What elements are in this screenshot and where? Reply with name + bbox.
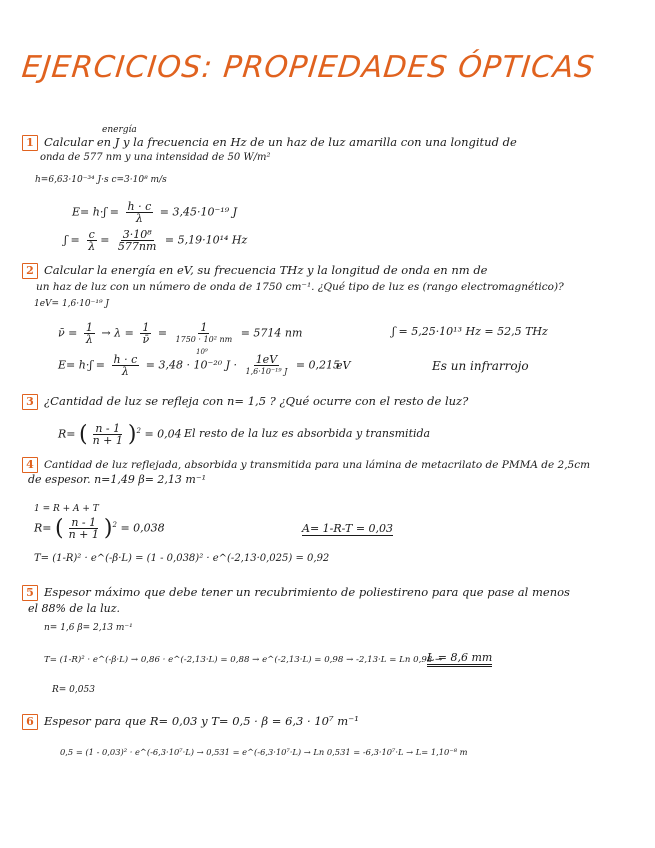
ex1-eq2-frac2 [116,229,159,252]
ex3-eq-lhs: R= [58,427,76,441]
ex5-result-value: L = 8,6 mm [427,651,492,667]
ex2-eq2-frac2 [244,354,290,377]
ex3-number: 3 [22,394,38,410]
ex2-eq2-rhs: = 0,215 [295,358,341,372]
ex5-statement [22,585,570,601]
ex4-transmit-equation: T= (1-R)² · e^(-β·L) = (1 - 0,038)² · e^(-2,13·0,025) = 0,92 [34,553,330,564]
ex1-eq2-lhs: ʃ = [64,233,80,247]
ex2-answer: Es un infrarrojo [432,359,529,373]
ex5-reflectance: R= 0,053 [52,685,95,695]
ex2-eq2-lhs: E= h·ʃ = [58,358,106,372]
ex1-eq1-fraction [126,201,154,224]
ex6-number: 6 [22,714,38,730]
ex1-annotation: energía [102,125,137,135]
ex1-eq1-num: h · c [127,200,152,213]
ex2-eq1-eq: = [157,326,168,340]
ex2-eq2-f1d: λ [121,365,129,378]
ex2-eq1-frac2 [140,322,151,345]
ex1-eq1-den: λ [135,212,143,225]
ex2-eq2-f2n: 1eV [255,353,278,366]
ex6-line1: Espesor para que R= 0,03 y T= 0,5 · β = 6,3 · 10⁷ m⁻¹ [44,714,359,728]
ex5-result [427,652,492,664]
ex1-eq2-f2d: 577nm [117,240,157,253]
ex5-equation: T= (1-R)² · e^(-β·L) → 0,86 · e^(-2,13·L) = 0,88 → e^(-2,13·L) = 0,98 → -2,13·L = Ln 0,98 → [44,655,443,665]
ex2-eq2-mid: = 3,48 · 10⁻²⁰ J · [145,358,237,372]
ex3-eq-fraction [91,423,125,446]
ex2-eq1-frac1 [84,322,95,345]
ex2-statement [22,263,488,279]
ex1-eq2-f1d: λ [88,240,96,253]
ex4-eq1-lhs: R= [34,521,52,535]
ex1-eq2-f2n: 3·10⁸ [122,228,152,241]
ex3-eq-rhs: = 0,04 [144,427,182,441]
ex2-eq2-frac1 [112,354,140,377]
ex1-line2: onda de 577 nm y una intensidad de 50 W/m² [40,152,271,163]
ex3-eq-den: n + 1 [92,434,123,447]
ex1-constants: h=6,63·10⁻³⁴ J·s c=3·10⁸ m/s [35,175,167,185]
ex3-eq-exp: 2 [136,426,141,435]
ex4-reflect-equation: R= ( $\frac{n - 1}{n + 1}$ )$^2$ = 0,038 [34,515,165,541]
ex2-eq1-f2d: ν̄ [142,333,150,346]
ex6-equation: 0,5 = (1 - 0,03)² · e^(-6,3·10⁷·L) → 0,531 = e^(-6,3·10⁷·L) → Ln 0,531 = -6,3·10⁷·L → L= 1,10⁻⁸ m [60,747,468,757]
ex2-eq1-rhs: = 5714 nm [240,326,303,340]
ex2-eq1-f1d: λ [85,333,93,346]
ex5-line2: el 88% de la luz. [28,602,120,615]
ex2-eq1-lhs: ν̄ = [58,326,78,340]
ex2-eq1-annotation: 10⁹ [196,348,208,356]
ex4-line2: de espesor. n=1,49 β= 2,13 m⁻¹ [28,473,207,486]
ex4-eq1-rhs: = 0,038 [120,521,165,535]
ex2-number: 2 [22,263,38,279]
ex6-statement [22,714,359,730]
ex2-line2: un haz de luz con un número de onda de 1750 cm⁻¹. ¿Qué tipo de luz es (rango electromagnético)? [36,281,564,293]
ex2-eq1-f3n: 1 [200,321,208,334]
ex1-frequency-equation: ʃ = $\frac{c}{\lambda}$ = $\frac{\text{3·10⁸}}{577nm}$ = 5,19·10¹⁴ Hz [64,228,248,253]
ex3-statement [22,394,468,410]
ex1-number: 1 [22,135,38,151]
ex1-energy-equation [72,201,237,224]
ex1-eq2-frac1 [86,229,97,252]
ex4-absorb-equation [302,523,393,535]
ex2-wavelength-equation [58,322,302,345]
ex4-eq1-den: n + 1 [68,528,99,541]
ex2-frequency: ʃ = 5,25·10¹³ Hz = 52,5 THz [392,325,548,338]
ex3-answer: El resto de la luz es absorbida y transmitida [184,427,431,440]
ex2-eq1-mid: → λ = [101,326,134,340]
ex4-statement [22,457,590,473]
ex2-energy-unit: eV [336,359,351,372]
ex2-eq2-f1n: h · c [113,353,138,366]
ex2-eq1-f3d: 1750 · 10² nm [175,335,233,344]
ex3-line1: ¿Cantidad de luz se refleja con n= 1,5 ? ¿Qué ocurre con el resto de luz? [44,394,469,408]
ex2-constants: 1eV= 1,6·10⁻¹⁹ J [34,299,110,309]
ex4-line1: Cantidad de luz reflejada, absorbida y transmitida para una lámina de metacrilato de PMMA de 2,5cm [44,459,591,471]
ex2-eq1-frac3 [174,322,235,345]
ex4-absorb-value: A= 1-R-T = 0,03 [302,522,394,535]
ex2-eq2-f2d: 1,6·10⁻¹⁹ J [245,367,288,376]
ex4-number: 4 [22,457,38,473]
ex2-energy-equation [58,354,340,377]
ex2-eq1-f2n: 1 [142,321,150,334]
page-title: EJERCICIOS: PROPIEDADES ÓPTICAS [20,50,597,85]
ex1-eq2-rhs: = 5,19·10¹⁴ Hz [164,233,248,247]
ex3-equation: R= ( $\frac{n - 1}{n + 1}$ )$^2$ = 0,04 [58,421,182,447]
ex1-eq1-lhs: E= h·ʃ = [72,205,120,219]
ex2-eq1-f1n: 1 [85,321,93,334]
ex5-number: 5 [22,585,38,601]
ex4-eq1-num: n - 1 [71,516,97,529]
ex4-eq1-fraction [67,517,101,540]
ex1-statement [22,135,517,151]
ex2-line1: Calcular la energía en eV, su frecuencia THz y la longitud de onda en nm de [44,263,488,277]
ex1-eq2-f1n: c [88,228,95,241]
ex1-eq1-rhs: = 3,45·10⁻¹⁹ J [159,205,238,219]
ex3-eq-num: n - 1 [95,422,121,435]
ex5-constants: n= 1,6 β= 2,13 m⁻¹ [44,623,133,633]
ex5-line1: Espesor máximo que debe tener un recubrimiento de poliestireno para que pase al menos [44,585,570,599]
ex1-line1: Calcular en J y la frecuencia en Hz de un haz de luz amarilla con una longitud de [44,135,517,149]
ex4-balance: 1 = R + A + T [34,504,99,514]
ex4-eq1-exp: 2 [112,520,117,529]
